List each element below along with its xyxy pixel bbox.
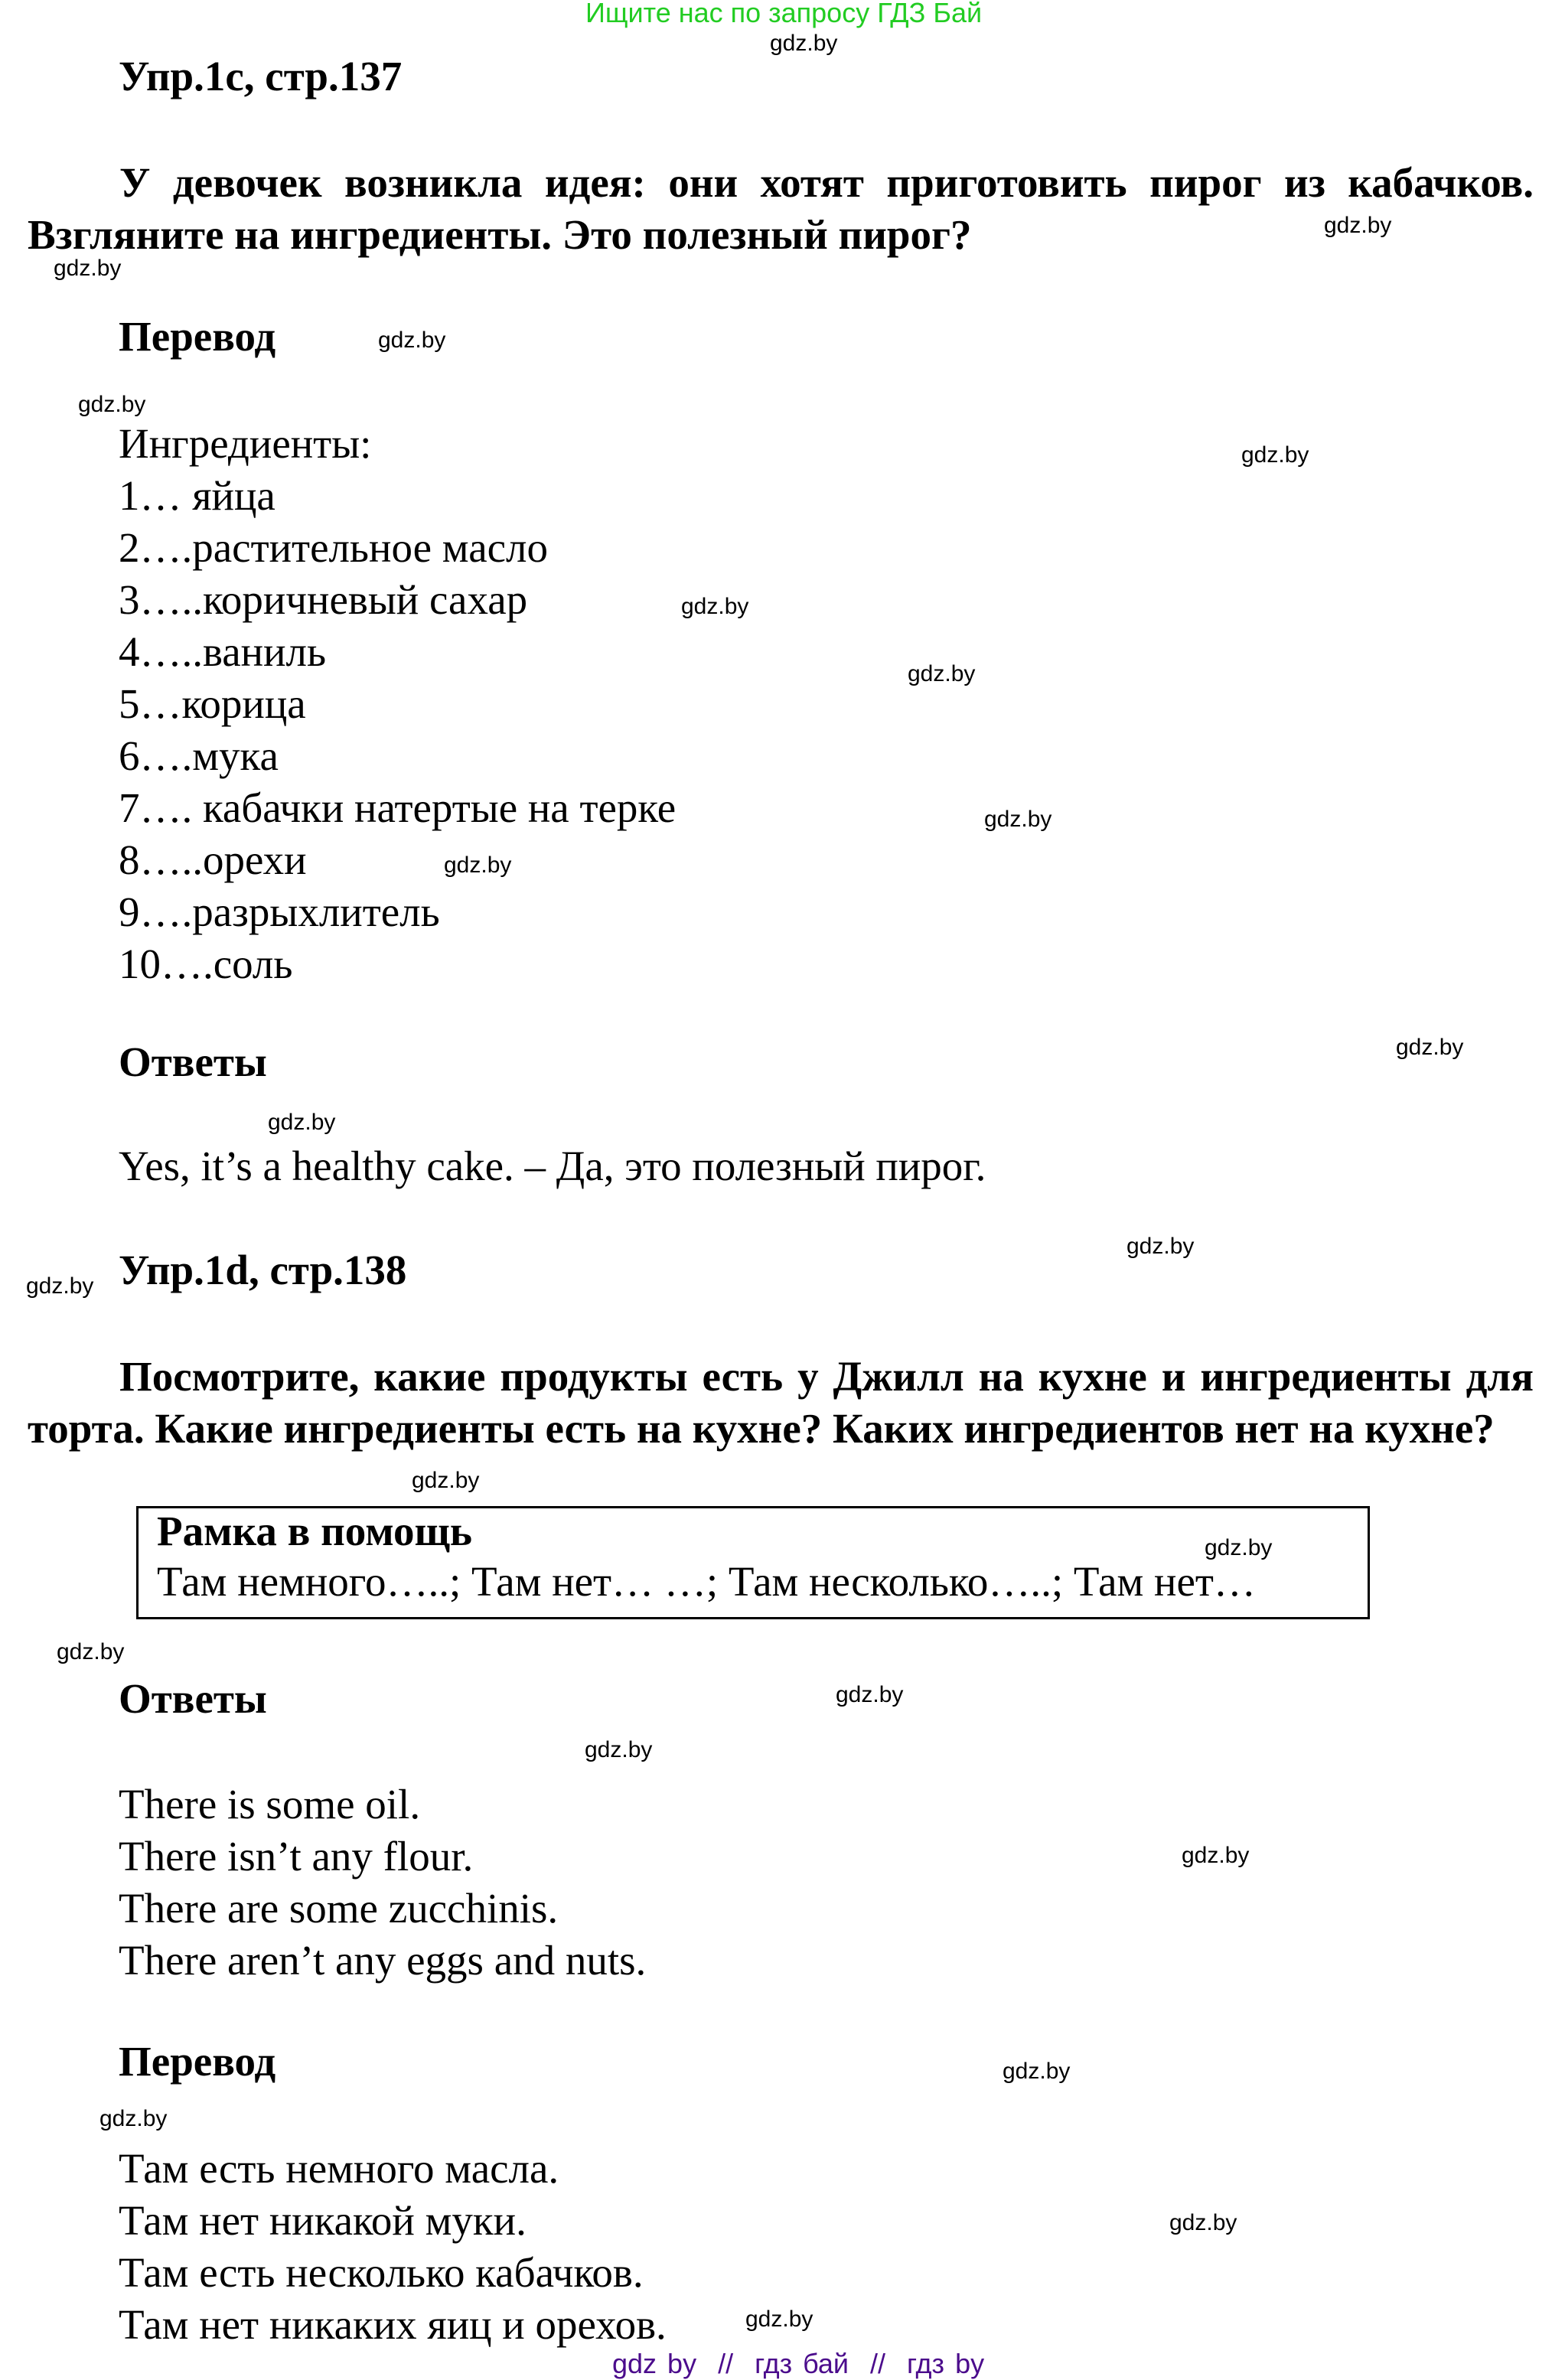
ingredient-item: 2….растительное масло — [119, 524, 548, 571]
watermark: gdz.by — [1396, 1035, 1464, 1060]
translation-line: Там есть несколько кабачков. — [119, 2249, 644, 2296]
watermark: gdz.by — [444, 853, 512, 878]
watermark: gdz.by — [1126, 1234, 1195, 1259]
ingredients-title: Ингредиенты: — [119, 420, 372, 467]
answer-line: There aren’t any eggs and nuts. — [119, 1937, 647, 1984]
exercise-2-task: Посмотрите, какие продукты есть у Джилл на кухне и ингредиенты для торта. Какие ингредиенты есть на кухне? Каких ингредиентов нет на кухне? — [28, 1353, 1534, 1452]
footer-links: gdz by // гдз бай // гдз by — [612, 2348, 985, 2379]
watermark: gdz.by — [745, 2307, 813, 2332]
watermark: gdz.by — [770, 31, 838, 56]
help-box-text: Там немного…..; Там нет… …; Там несколько…..; Там нет… — [157, 1558, 1256, 1605]
watermark: gdz.by — [26, 1273, 94, 1299]
answer-line: There is some oil. — [119, 1781, 421, 1827]
exercise-1-answers-label: Ответы — [119, 1038, 267, 1085]
ingredients-list — [119, 418, 676, 990]
exercise-1-heading: Упр.1с, стр.137 — [119, 53, 403, 99]
ingredient-item: 3…..коричневый сахар — [119, 576, 528, 623]
watermark: gdz.by — [984, 807, 1052, 832]
watermark: gdz.by — [681, 594, 749, 619]
exercise-1-translation-label: Перевод — [119, 313, 276, 360]
ingredient-item: 6….мука — [119, 732, 279, 779]
search-banner: Ищите нас по запросу ГДЗ Бай — [585, 0, 983, 28]
watermark: gdz.by — [1241, 442, 1309, 468]
watermark: gdz.by — [99, 2106, 168, 2131]
watermark: gdz.by — [1324, 213, 1392, 238]
translation-line: Там есть немного масла. — [119, 2145, 559, 2192]
ingredient-item: 10….соль — [119, 941, 293, 987]
ingredient-item: 5…корица — [119, 680, 306, 727]
exercise-1-task: У девочек возникла идея: они хотят приготовить пирог из кабачков. Взгляните на ингредиенты. Это полезный пирог? — [28, 159, 1534, 258]
ingredient-item: 8…..орехи — [119, 836, 307, 883]
exercise-1-answer: Yes, it’s a healthy cake. – Да, это полезный пирог. — [119, 1143, 986, 1189]
translation-line: Там нет никаких яиц и орехов. — [119, 2301, 667, 2348]
answer-line: There are some zucchinis. — [119, 1885, 559, 1932]
help-box — [136, 1506, 1370, 1619]
exercise-2-translation-label: Перевод — [119, 2038, 276, 2085]
watermark: gdz.by — [54, 256, 122, 281]
ingredient-item: 7…. кабачки натертые на терке — [119, 784, 677, 831]
exercise-2-heading: Упр.1d, стр.138 — [119, 1247, 407, 1293]
ingredient-item: 4…..ваниль — [119, 628, 327, 675]
watermark: gdz.by — [78, 392, 146, 417]
ingredient-item: 9….разрыхлитель — [119, 888, 440, 935]
ingredient-item: 1… яйца — [119, 472, 276, 519]
watermark: gdz.by — [1205, 1535, 1273, 1560]
translation-line: Там нет никакой муки. — [119, 2197, 527, 2244]
answer-line: There isn’t any flour. — [119, 1833, 474, 1880]
watermark: gdz.by — [836, 1682, 904, 1707]
exercise-2-translations-list — [119, 2143, 667, 2351]
exercise-2-answers-label: Ответы — [119, 1675, 267, 1722]
watermark: gdz.by — [378, 328, 446, 353]
help-box-title: Рамка в помощь — [157, 1508, 473, 1554]
watermark: gdz.by — [1169, 2210, 1237, 2235]
watermark: gdz.by — [57, 1639, 125, 1664]
watermark: gdz.by — [1182, 1843, 1250, 1868]
watermark: gdz.by — [1003, 2059, 1071, 2084]
watermark: gdz.by — [268, 1110, 336, 1135]
watermark: gdz.by — [908, 661, 976, 686]
exercise-2-answers-list — [119, 1778, 646, 1987]
watermark: gdz.by — [585, 1737, 653, 1762]
watermark: gdz.by — [412, 1468, 480, 1493]
